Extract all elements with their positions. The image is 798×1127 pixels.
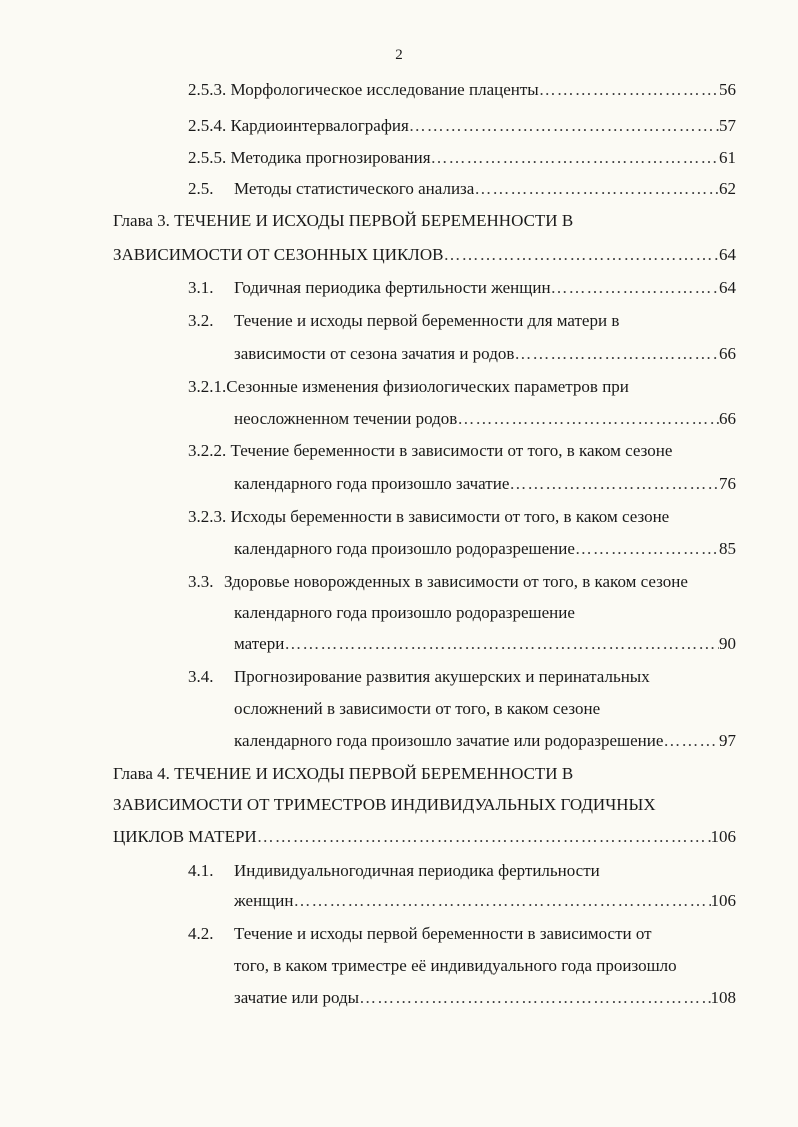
toc-chapter-3-line1[interactable] bbox=[113, 210, 736, 232]
toc-entry-4-1-line2[interactable] bbox=[234, 890, 736, 912]
toc-title: Сезонные изменения физиологических параметров при bbox=[226, 377, 629, 396]
leader-dots bbox=[514, 343, 719, 365]
leader-dots bbox=[474, 178, 719, 200]
toc-title: Индивидуальногодичная периодика фертильности bbox=[234, 861, 600, 880]
leader-dots bbox=[457, 408, 719, 430]
toc-title: неосложненном течении родов bbox=[234, 409, 458, 428]
toc-entry-3-4-line3[interactable] bbox=[234, 730, 736, 752]
toc-entry-4-1-line1[interactable] bbox=[188, 860, 736, 882]
leader-dots bbox=[359, 987, 710, 1009]
toc-entry-2-5-5[interactable] bbox=[188, 147, 736, 169]
toc-number: 3.3. bbox=[188, 572, 214, 591]
toc-number: 3.2.1. bbox=[188, 377, 227, 396]
toc-title: календарного года произошло зачатие или родоразрешение bbox=[234, 731, 664, 750]
toc-chapter-4-line1[interactable] bbox=[113, 763, 736, 785]
toc-title: календарного года произошло родоразрешение bbox=[234, 603, 575, 622]
leader-dots bbox=[551, 277, 719, 299]
toc-page: 64 bbox=[719, 245, 736, 264]
toc-number: 4.2. bbox=[188, 924, 214, 943]
toc-page: 85 bbox=[719, 539, 736, 558]
toc-entry-3-4-line2[interactable] bbox=[234, 698, 736, 720]
toc-title: календарного года произошло зачатие bbox=[234, 474, 510, 493]
toc-entry-3-2-3-line2[interactable] bbox=[234, 538, 736, 560]
leader-dots bbox=[431, 147, 719, 169]
toc-entry-3-3-line3[interactable] bbox=[234, 633, 736, 655]
toc-title: календарного года произошло родоразрешение bbox=[234, 539, 575, 558]
toc-number: 2.5.3. bbox=[188, 80, 227, 99]
toc-title: Методы статистического анализа bbox=[234, 179, 475, 198]
toc-page: 90 bbox=[719, 634, 736, 653]
toc-number: 3.2.2. bbox=[188, 441, 227, 460]
toc-entry-3-3-line1[interactable] bbox=[188, 571, 736, 593]
toc-entry-3-2-2-line1[interactable] bbox=[188, 440, 736, 462]
toc-number: 3.1. bbox=[188, 278, 214, 297]
toc-page: 76 bbox=[719, 474, 736, 493]
toc-title: Течение и исходы первой беременности для матери в bbox=[234, 311, 620, 330]
toc-title: Исходы беременности в зависимости от того, в каком сезоне bbox=[230, 507, 670, 526]
toc-entry-4-2-line1[interactable] bbox=[188, 923, 736, 945]
toc-entry-3-4-line1[interactable] bbox=[188, 666, 736, 688]
leader-dots bbox=[509, 473, 719, 495]
leader-dots bbox=[539, 79, 719, 101]
toc-chapter-4-line3[interactable] bbox=[113, 826, 736, 848]
toc-number: 3.2. bbox=[188, 311, 214, 330]
toc-title: Кардиоинтервалография bbox=[230, 116, 409, 135]
chapter-title: ЦИКЛОВ МАТЕРИ bbox=[113, 827, 257, 846]
chapter-title: ЗАВИСИМОСТИ ОТ СЕЗОННЫХ ЦИКЛОВ bbox=[113, 245, 444, 264]
toc-entry-3-2-line1[interactable] bbox=[188, 310, 736, 332]
toc-entry-3-3-line2[interactable] bbox=[234, 602, 736, 624]
toc-title: Годичная периодика фертильности женщин bbox=[234, 278, 551, 297]
page-number: 2 bbox=[395, 47, 403, 63]
chapter-title: ЗАВИСИМОСТИ ОТ ТРИМЕСТРОВ ИНДИВИДУАЛЬНЫХ ГОДИЧНЫХ bbox=[113, 795, 656, 814]
toc-entry-3-2-3-line1[interactable] bbox=[188, 506, 736, 528]
toc-entry-4-2-line3[interactable] bbox=[234, 987, 736, 1009]
toc-title: Течение беременности в зависимости от того, в каком сезоне bbox=[230, 441, 673, 460]
leader-dots bbox=[663, 730, 719, 752]
toc-title: осложнений в зависимости от того, в каком сезоне bbox=[234, 699, 601, 718]
toc-title: зачатие или роды bbox=[234, 988, 360, 1007]
toc-entry-3-2-line2[interactable] bbox=[234, 343, 736, 365]
toc-page: 66 bbox=[719, 344, 736, 363]
toc-entry-4-2-line2[interactable] bbox=[234, 955, 736, 977]
toc-number: 3.2.3. bbox=[188, 507, 227, 526]
toc-page: 64 bbox=[719, 278, 736, 297]
toc-entry-3-2-1-line1[interactable] bbox=[188, 376, 736, 398]
toc-number: 2.5.4. bbox=[188, 116, 227, 135]
toc-title: Течение и исходы первой беременности в зависимости от bbox=[234, 924, 652, 943]
toc-entry-2-5-4[interactable] bbox=[188, 115, 736, 137]
leader-dots bbox=[284, 633, 719, 655]
toc-page: 106 bbox=[710, 891, 736, 910]
leader-dots bbox=[293, 890, 710, 912]
toc-chapter-3-line2[interactable] bbox=[113, 244, 736, 266]
toc-title: женщин bbox=[234, 891, 294, 910]
toc-entry-2-5[interactable] bbox=[188, 178, 736, 200]
toc-page: 97 bbox=[719, 731, 736, 750]
toc-title: Морфологическое исследование плаценты bbox=[230, 80, 539, 99]
toc-page: 106 bbox=[710, 827, 736, 846]
toc-page: 66 bbox=[719, 409, 736, 428]
toc-entry-3-1[interactable] bbox=[188, 277, 736, 299]
toc-title: того, в каком триместре её индивидуального года произошло bbox=[234, 956, 677, 975]
toc-entry-2-5-3[interactable] bbox=[188, 79, 736, 101]
toc-page: 57 bbox=[719, 116, 736, 135]
toc-title: матери bbox=[234, 634, 285, 653]
toc-title: зависимости от сезона зачатия и родов bbox=[234, 344, 515, 363]
toc-page: 56 bbox=[719, 80, 736, 99]
leader-dots bbox=[575, 538, 719, 560]
toc-entry-3-2-2-line2[interactable] bbox=[234, 473, 736, 495]
toc-title: Прогнозирование развития акушерских и перинатальных bbox=[234, 667, 650, 686]
toc-page: 62 bbox=[719, 179, 736, 198]
leader-dots bbox=[409, 115, 719, 137]
toc-page: 61 bbox=[719, 148, 736, 167]
leader-dots bbox=[443, 244, 719, 266]
toc-page: 108 bbox=[710, 988, 736, 1007]
toc-chapter-4-line2[interactable] bbox=[113, 794, 736, 816]
toc-number: 3.4. bbox=[188, 667, 214, 686]
toc-number: 4.1. bbox=[188, 861, 214, 880]
toc-number: 2.5. bbox=[188, 179, 214, 198]
toc-title: Методика прогнозирования bbox=[230, 148, 431, 167]
toc-title: Здоровье новорожденных в зависимости от того, в каком сезоне bbox=[224, 572, 688, 591]
leader-dots bbox=[257, 826, 711, 848]
toc-entry-3-2-1-line2[interactable] bbox=[234, 408, 736, 430]
chapter-title: Глава 4. ТЕЧЕНИЕ И ИСХОДЫ ПЕРВОЙ БЕРЕМЕННОСТИ В bbox=[113, 764, 574, 783]
toc-number: 2.5.5. bbox=[188, 148, 227, 167]
chapter-title: Глава 3. ТЕЧЕНИЕ И ИСХОДЫ ПЕРВОЙ БЕРЕМЕННОСТИ В bbox=[113, 211, 574, 230]
